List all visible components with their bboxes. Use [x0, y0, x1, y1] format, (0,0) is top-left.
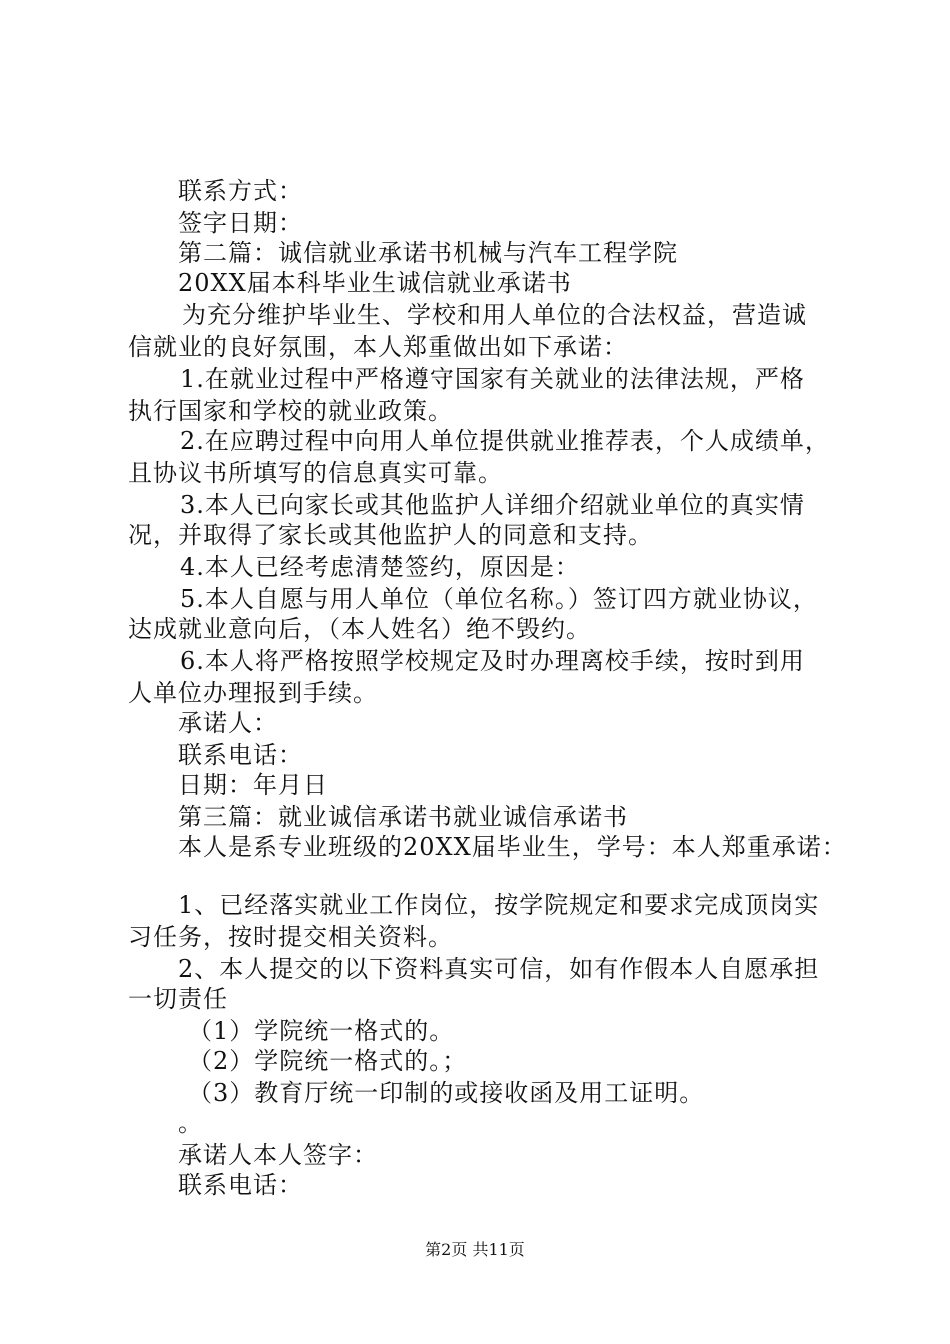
pledge-title: 20XX届本科毕业生诚信就业承诺书 [178, 269, 572, 297]
paragraph-line: 1.在就业过程中严格遵守国家有关就业的法律法规，严格 [180, 365, 805, 393]
paragraph-line: 习任务，按时提交相关资料。 [128, 923, 453, 951]
section-two-title: 第二篇：诚信就业承诺书机械与汽车工程学院 [178, 239, 678, 267]
period-line: 。 [178, 1109, 203, 1137]
section-three-title: 第三篇：就业诚信承诺书就业诚信承诺书 [178, 803, 628, 831]
paragraph-line: 一切责任 [128, 985, 228, 1013]
paragraph-line: 3.本人已向家长或其他监护人详细介绍就业单位的真实情 [180, 491, 805, 519]
list-item: （2）学院统一格式的。； [188, 1047, 468, 1075]
paragraph-line: 执行国家和学校的就业政策。 [128, 397, 453, 425]
paragraph-line: 6.本人将严格按照学校规定及时办理离校手续，按时到用 [180, 647, 805, 675]
paragraph-line: 2、本人提交的以下资料真实可信，如有作假本人自愿承担 [178, 955, 820, 983]
paragraph-line: 人单位办理报到手续。 [128, 679, 378, 707]
contact-info-label: 联系方式： [178, 177, 303, 205]
paragraph-line: 2.在应聘过程中向用人单位提供就业推荐表，个人成绩单， [180, 427, 830, 455]
paragraph-line: 达成就业意向后，（本人姓名）绝不毁约。 [128, 615, 591, 643]
page-number-footer: 第2页 共11页 [425, 1240, 525, 1259]
paragraph-line: 为充分维护毕业生、学校和用人单位的合法权益，营造诚 [182, 301, 807, 329]
paragraph-line: 且协议书所填写的信息真实可靠。 [128, 459, 503, 487]
paragraph-line: 本人是系专业班级的20XX届毕业生，学号：本人郑重承诺： [178, 833, 847, 861]
date-label: 日期：年月日 [178, 771, 328, 799]
paragraph-line: 5.本人自愿与用人单位（单位名称。）签订四方就业协议， [180, 585, 818, 613]
promisor-label: 承诺人： [178, 709, 278, 737]
phone-label: 联系电话： [178, 741, 303, 769]
paragraph-line: 况，并取得了家长或其他监护人的同意和支持。 [128, 521, 653, 549]
phone-label: 联系电话： [178, 1171, 303, 1199]
list-item: （3）教育厅统一印制的或接收函及用工证明。 [188, 1079, 705, 1107]
paragraph-line: 4.本人已经考虑清楚签约，原因是： [180, 553, 580, 581]
paragraph-line: 信就业的良好氛围，本人郑重做出如下承诺： [128, 333, 628, 361]
sign-date-label: 签字日期： [178, 209, 303, 237]
list-item: （1）学院统一格式的。 [188, 1017, 455, 1045]
paragraph-line: 1、已经落实就业工作岗位，按学院规定和要求完成顶岗实 [178, 891, 820, 919]
signature-label: 承诺人本人签字： [178, 1141, 378, 1169]
